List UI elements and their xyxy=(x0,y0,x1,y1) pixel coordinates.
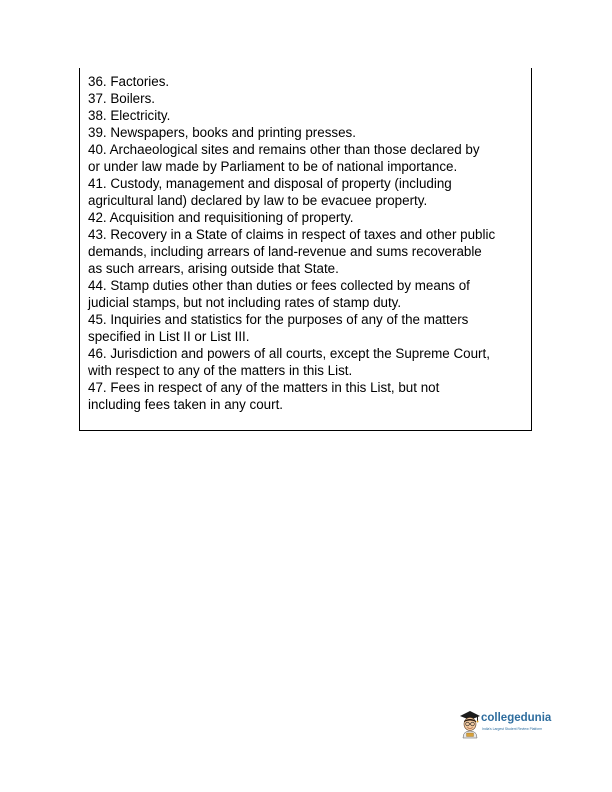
collegedunia-logo xyxy=(459,709,559,741)
logo-tagline: India's Largest Student Review Platform xyxy=(482,727,543,731)
list-line: 39. Newspapers, books and printing presses. xyxy=(88,125,356,140)
list-line: 42. Acquisition and requisitioning of property. xyxy=(88,210,354,225)
list-line: with respect to any of the matters in this List. xyxy=(88,363,353,378)
list-line: demands, including arrears of land-revenue and sums recoverable xyxy=(88,244,482,259)
list-line: 47. Fees in respect of any of the matters in this List, but not xyxy=(88,380,440,395)
list-line: 38. Electricity. xyxy=(88,108,171,123)
logo-name: collegedunia xyxy=(481,712,552,724)
union-list-entries xyxy=(88,73,528,413)
list-line: judicial stamps, but not including rates of stamp duty. xyxy=(88,295,402,310)
list-line: 43. Recovery in a State of claims in respect of taxes and other public xyxy=(88,227,496,242)
list-line: specified in List II or List III. xyxy=(88,329,250,344)
list-line: 45. Inquiries and statistics for the purposes of any of the matters xyxy=(88,312,469,327)
list-line: as such arrears, arising outside that State. xyxy=(88,261,339,276)
list-line: agricultural land) declared by law to be evacuee property. xyxy=(88,193,428,208)
union-list-box xyxy=(79,68,532,431)
list-line: 36. Factories. xyxy=(88,74,170,89)
list-line: 40. Archaeological sites and remains other than those declared by xyxy=(88,142,480,157)
list-line: 46. Jurisdiction and powers of all courts, except the Supreme Court, xyxy=(88,346,490,361)
mascot-logo-icon xyxy=(459,709,481,739)
list-line: 44. Stamp duties other than duties or fees collected by means of xyxy=(88,278,470,293)
list-line: 41. Custody, management and disposal of property (including xyxy=(88,176,452,191)
list-line: 37. Boilers. xyxy=(88,91,155,106)
list-line: or under law made by Parliament to be of national importance. xyxy=(88,159,458,174)
list-line: including fees taken in any court. xyxy=(88,397,284,412)
